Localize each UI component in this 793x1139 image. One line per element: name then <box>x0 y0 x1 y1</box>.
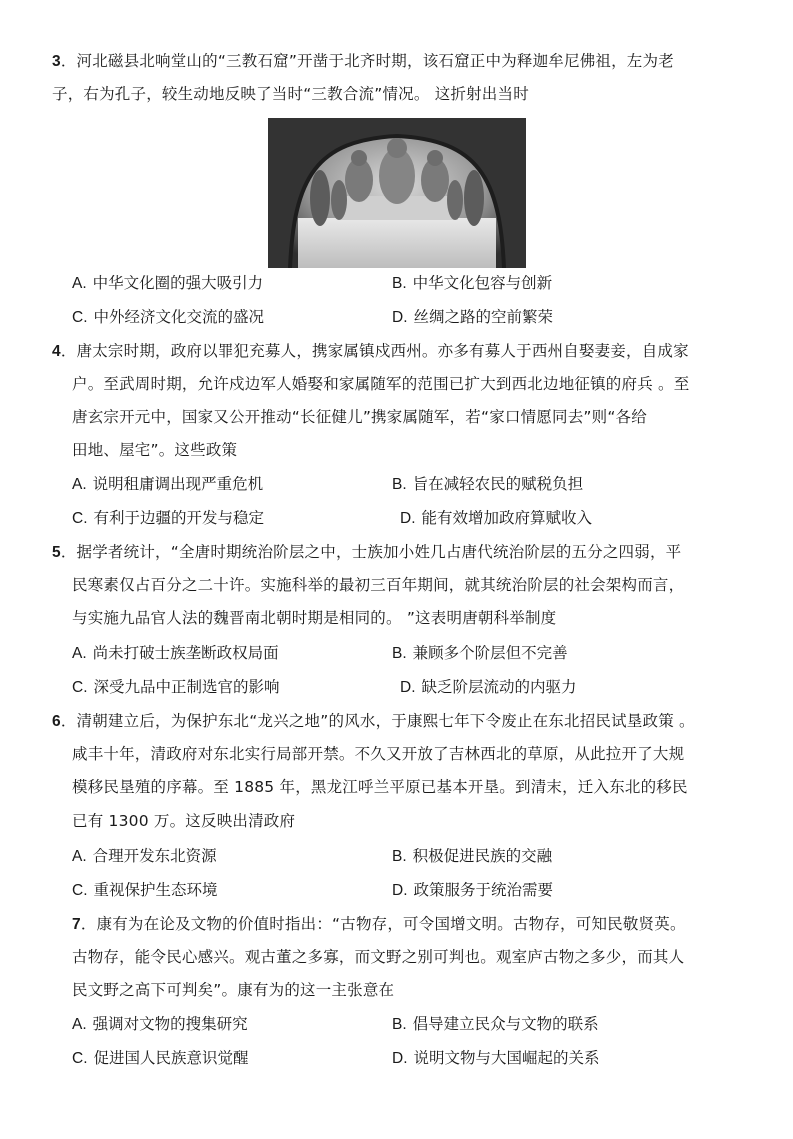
question-text: ．据学者统计，“全唐时期统治阶层之中，士族加小姓几占唐代统治阶层的五分之四弱，平 <box>60 543 682 561</box>
option-3c <box>72 306 264 329</box>
option-7c <box>72 1047 249 1070</box>
option-letter: A. <box>72 645 87 662</box>
option-letter: C. <box>72 679 88 696</box>
option-letter: B. <box>392 1016 407 1033</box>
option-text: 中华文化包容与创新 <box>412 274 553 292</box>
option-6d <box>392 879 553 902</box>
option-letter: D. <box>392 1050 408 1067</box>
option-text: 丝绸之路的空前繁荣 <box>413 308 554 326</box>
option-5c <box>72 676 280 699</box>
question-6-line-1 <box>52 710 695 733</box>
option-3b <box>392 272 552 295</box>
question-number: 3 <box>52 53 61 70</box>
question-text: ．唐太宗时期，政府以罪犯充募人，携家属镇戍西州。亦多有募人于西州自娶妻妾，自成家 <box>60 342 689 360</box>
question-3-line-1 <box>52 50 674 73</box>
question-5-line-3: 与实施九品官人法的魏晋南北朝时期是相同的。 ”这表明唐朝科举制度 <box>72 609 557 627</box>
option-letter: C. <box>72 309 88 326</box>
option-text: 说明文物与大国崛起的关系 <box>413 1049 600 1067</box>
question-4-line-3: 唐玄宗开元中，国家又公开推动“长征健儿”携家属随军，若“家口情愿同去”则“各给 <box>72 408 647 426</box>
option-text: 中外经济文化交流的盛况 <box>93 308 265 326</box>
question-4-line-4: 田地、屋宅”。这些政策 <box>72 441 238 459</box>
question-text: ．河北磁县北响堂山的“三教石窟”开凿于北齐时期，该石窟正中为释迦牟尼佛祖，左为老 <box>60 52 674 70</box>
question-7-line-3: 民文野之高下可判矣”。康有为的这一主张意在 <box>72 981 395 999</box>
option-letter: C. <box>72 882 88 899</box>
question-number: 7 <box>72 916 81 933</box>
option-6a <box>72 845 217 868</box>
question-number: 5 <box>52 544 61 561</box>
option-7d <box>392 1047 600 1070</box>
option-6b <box>392 845 552 868</box>
option-text: 兼顾多个阶层但不完善 <box>412 644 568 662</box>
option-letter: B. <box>392 848 407 865</box>
stone-grotto-photo <box>268 118 526 268</box>
option-letter: D. <box>392 309 408 326</box>
option-text: 尚未打破士族垄断政权局面 <box>92 644 279 662</box>
option-text: 能有效增加政府算赋收入 <box>421 509 593 527</box>
option-text: 强调对文物的搜集研究 <box>92 1015 248 1033</box>
option-text: 旨在减轻农民的赋税负担 <box>412 475 584 493</box>
question-number: 4 <box>52 343 61 360</box>
question-text: ．清朝建立后，为保护东北“龙兴之地”的风水，于康熙七年下令废止在东北招民试垦政策 。 <box>60 712 695 730</box>
option-letter: A. <box>72 848 87 865</box>
option-5b <box>392 642 568 665</box>
option-text: 重视保护生态环境 <box>93 881 218 899</box>
option-7a <box>72 1013 248 1036</box>
question-6-line-3: 模移民垦殖的序幕。至 1885 年，黑龙江呼兰平原已基本开垦。到清末，迁入东北的移民 <box>72 778 688 796</box>
option-4d <box>400 507 592 530</box>
option-letter: A. <box>72 476 87 493</box>
option-5a <box>72 642 279 665</box>
option-letter: B. <box>392 645 407 662</box>
option-letter: C. <box>72 510 88 527</box>
option-4c <box>72 507 264 530</box>
question-4-line-1 <box>52 340 689 363</box>
option-letter: A. <box>72 1016 87 1033</box>
option-3d <box>392 306 553 329</box>
option-text: 倡导建立民众与文物的联系 <box>412 1015 599 1033</box>
option-text: 政策服务于统治需要 <box>413 881 554 899</box>
option-text: 积极促进民族的交融 <box>412 847 553 865</box>
option-letter: C. <box>72 1050 88 1067</box>
option-letter: B. <box>392 476 407 493</box>
question-6-line-2: 咸丰十年，清政府对东北实行局部开禁。不久又开放了吉林西北的草原，从此拉开了大规 <box>72 745 685 763</box>
question-6-line-4: 已有 1300 万。这反映出清政府 <box>72 812 296 830</box>
option-text: 中华文化圈的强大吸引力 <box>92 274 264 292</box>
option-text: 深受九品中正制选官的影响 <box>93 678 280 696</box>
option-letter: B. <box>392 275 407 292</box>
question-text: ．康有为在论及文物的价值时指出：“古物存，可令国增文明。古物存，可知民敬贤英。 <box>80 915 686 933</box>
option-text: 促进国人民族意识觉醒 <box>93 1049 249 1067</box>
option-text: 缺乏阶层流动的内驱力 <box>421 678 577 696</box>
option-text: 说明租庸调出现严重危机 <box>92 475 264 493</box>
question-5-line-1 <box>52 541 681 564</box>
option-text: 有利于边疆的开发与稳定 <box>93 509 265 527</box>
question-number: 6 <box>52 713 61 730</box>
question-4-line-2: 户。至武周时期，允许戍边军人婚娶和家属随军的范围已扩大到西北边地征镇的府兵 。至 <box>72 375 690 393</box>
option-6c <box>72 879 218 902</box>
option-text: 合理开发东北资源 <box>92 847 217 865</box>
option-letter: A. <box>72 275 87 292</box>
option-7b <box>392 1013 599 1036</box>
question-3-line-2: 子，右为孔子，较生动地反映了当时“三教合流”情况。 这折射出当时 <box>52 85 529 103</box>
option-3a <box>72 272 263 295</box>
option-4b <box>392 473 583 496</box>
question-7-line-2: 古物存，能令民心感兴。观古董之多寡，而文野之别可判也。观室庐古物之多少，而其人 <box>72 948 685 966</box>
option-5d <box>400 676 577 699</box>
option-letter: D. <box>400 510 416 527</box>
grotto-image <box>268 118 526 268</box>
question-5-line-2: 民寒素仅占百分之二十许。实施科举的最初三百年期间，就其统治阶层的社会架构而言， <box>72 576 685 594</box>
option-letter: D. <box>392 882 408 899</box>
option-letter: D. <box>400 679 416 696</box>
question-7-line-1 <box>72 913 686 936</box>
option-4a <box>72 473 263 496</box>
